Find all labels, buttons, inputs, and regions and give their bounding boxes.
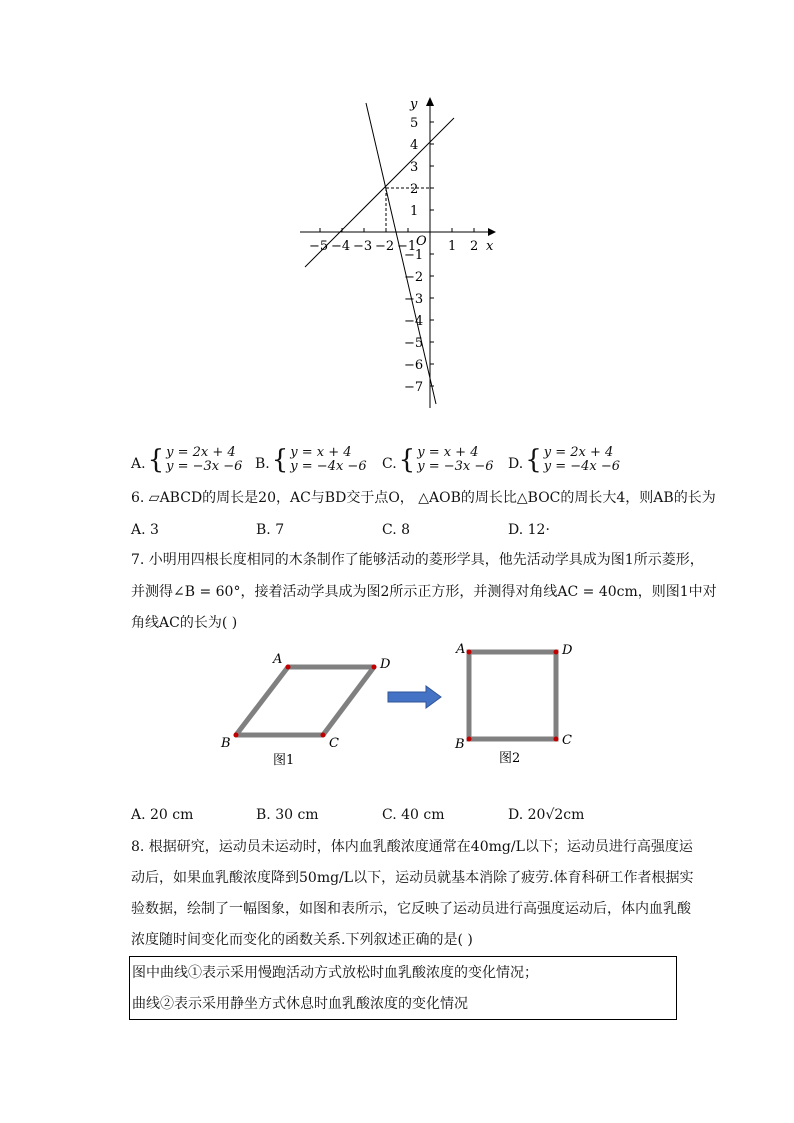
vertex-label-b: B [221, 736, 231, 751]
x-tick-label: 1 [448, 239, 457, 254]
equation-line: y = −4x −6 [543, 459, 621, 474]
vertex-label-a: A [456, 642, 466, 657]
x-tick-label: −3 [353, 239, 373, 254]
q6-option-b[interactable]: B. 7 [256, 522, 285, 538]
brace-icon: { [525, 445, 542, 475]
vertex-dot [321, 733, 326, 738]
y-tick-label: 2 [410, 182, 419, 197]
q8-info-box [129, 956, 677, 1020]
brace-icon: { [271, 445, 289, 475]
vertex-dot [286, 665, 291, 670]
q8-box-line-1: 图中曲线①表示采用慢跑活动方式放松时血乳酸浓度的变化情况； [132, 965, 538, 981]
vertex-label-a: A [273, 652, 283, 667]
q8-stem-line-2: 动后，如果血乳酸浓度降到50mg/L以下，运动员就基本消除了疲劳.体育科研工作者根据实 [131, 870, 694, 886]
figure-2-caption: 图2 [499, 751, 521, 766]
y-tick-label: 1 [410, 204, 419, 219]
q6-stem: 6. ▱ABCD的周长是20，AC与BD交于点O， △AOB的周长比△BOC的周长大4，则AB的长为 [131, 490, 716, 506]
y-tick-label: −7 [404, 380, 424, 395]
q5-option-a[interactable] [131, 446, 242, 474]
x-axis-arrow [488, 228, 496, 236]
q7-option-a[interactable]: A. 20 cm [131, 807, 194, 823]
vertex-dot [554, 650, 559, 655]
q7-stem-line-1: 7. 小明用四根长度相同的木条制作了能够活动的菱形学具，他先活动学具成为图1所示菱形， [131, 552, 704, 568]
vertex-dot [467, 737, 472, 742]
q5-option-d[interactable] [508, 446, 620, 474]
equation-line: y = 2x + 4 [543, 445, 614, 460]
origin-label: O [416, 234, 427, 249]
option-letter: C. [382, 456, 397, 472]
x-axis-label: x [486, 239, 494, 254]
y-axis-label: y [410, 97, 418, 112]
equation-line: y = −3x −6 [417, 459, 494, 474]
figure-1-caption: 图1 [273, 753, 295, 768]
equation-line: y = x + 4 [417, 445, 479, 460]
option-letter: D. [508, 456, 524, 472]
figure-1-rhombus [215, 645, 390, 770]
brace-icon: { [147, 445, 165, 475]
x-tick-label: −2 [375, 239, 395, 254]
y-tick-label: 3 [410, 160, 419, 175]
q7-option-d[interactable]: D. 20√2cm [508, 807, 585, 823]
y-tick-label: −6 [404, 358, 424, 373]
y-tick-marks [430, 122, 434, 386]
equation-line: y = 2x + 4 [166, 445, 236, 460]
y-tick-label: −2 [404, 270, 424, 285]
q6-option-d[interactable]: D. 12· [508, 522, 550, 538]
vertex-label-c: C [562, 733, 572, 748]
q8-box-line-2: 曲线②表示采用静坐方式休息时血乳酸浓度的变化情况 [132, 996, 468, 1012]
y-tick-label: −4 [404, 314, 424, 329]
coordinate-graph [290, 90, 510, 415]
vertex-dot [372, 665, 377, 670]
vertex-label-b: B [455, 737, 465, 752]
equation-line: y = −3x −6 [166, 459, 243, 474]
y-tick-label: −1 [404, 248, 424, 263]
vertex-label-d: D [380, 657, 390, 672]
option-letter: B. [255, 456, 270, 472]
q5-options [131, 446, 691, 476]
vertex-dot [554, 737, 559, 742]
q7-stem-line-2: 并测得∠B = 60°，接着活动学具成为图2所示正方形，并测得对角线AC = 40cm，则图1中对 [131, 584, 717, 600]
q5-option-c[interactable] [382, 446, 494, 474]
q8-stem-line-1: 8. 根据研究，运动员未运动时，体内血乳酸浓度通常在40mg/L以下；运动员进行高强度运 [131, 839, 693, 855]
brace-icon: { [398, 445, 416, 475]
option-letter: A. [131, 456, 146, 472]
vertex-label-d: D [562, 643, 573, 658]
y-tick-label: 4 [410, 138, 419, 153]
x-tick-label: 2 [470, 239, 479, 254]
x-tick-label: −1 [397, 239, 417, 254]
q6-option-c[interactable]: C. 8 [382, 522, 411, 538]
q8-stem-line-3: 验数据，绘制了一幅图象，如图和表所示，它反映了运动员进行高强度运动后，体内血乳酸 [131, 901, 691, 917]
square-frame [469, 652, 556, 739]
vertex-label-c: C [329, 736, 339, 751]
vertex-dot [234, 733, 239, 738]
y-tick-label: −3 [404, 292, 424, 307]
vertex-dot [467, 650, 472, 655]
q7-stem-line-3: 角线AC的长为( ) [131, 615, 238, 631]
q7-option-b[interactable]: B. 30 cm [256, 807, 319, 823]
right-arrow-icon [386, 684, 444, 710]
x-tick-label: −5 [309, 239, 329, 254]
q6-option-a[interactable]: A. 3 [131, 522, 159, 538]
y-axis-arrow [426, 97, 434, 106]
x-tick-label: −4 [331, 239, 351, 254]
equation-line: y = x + 4 [290, 445, 352, 460]
y-tick-label: −5 [404, 336, 424, 351]
equation-line: y = −4x −6 [290, 459, 367, 474]
q7-option-c[interactable]: C. 40 cm [382, 807, 445, 823]
q8-stem-line-4: 浓度随时间变化而变化的函数关系.下列叙述正确的是( ) [131, 932, 473, 948]
figure-2-square [450, 638, 580, 768]
rhombus-frame [236, 667, 374, 735]
y-tick-label: 5 [410, 116, 419, 131]
q5-option-b[interactable] [255, 446, 367, 474]
